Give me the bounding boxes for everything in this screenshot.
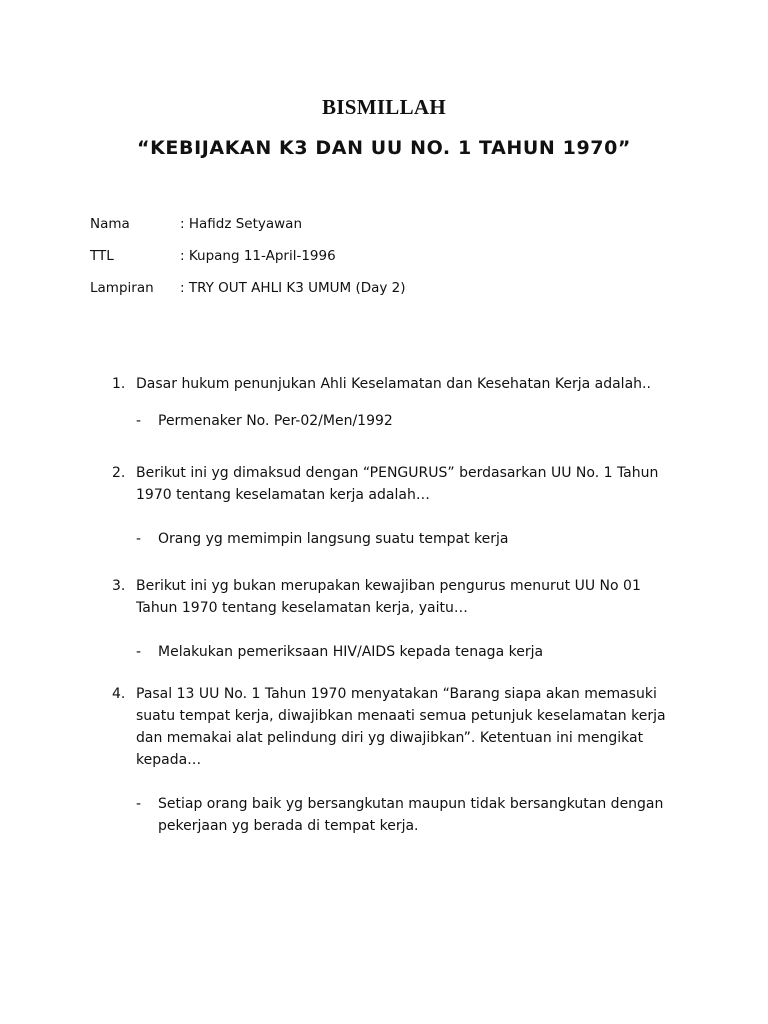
meta-label: TTL [90, 248, 114, 264]
question-item [112, 575, 672, 619]
question-text: Berikut ini yg bukan merupakan kewajiban pengurus menurut UU No 01 Tahun 1970 tentang keselamatan kerja, yaitu… [136, 578, 641, 616]
question-item [112, 462, 672, 506]
answer-text: Permenaker No. Per-02/Men/1992 [158, 413, 393, 429]
meta-block [90, 214, 406, 310]
meta-label: Nama [90, 216, 130, 232]
question-item [112, 373, 672, 395]
question-list [112, 373, 672, 837]
question-number: 4. [112, 686, 126, 702]
meta-row-lampiran [90, 278, 406, 310]
document-subtitle: “KEBIJAKAN K3 DAN UU NO. 1 TAHUN 1970” [137, 137, 631, 159]
answer-text: Orang yg memimpin langsung suatu tempat kerja [158, 531, 509, 547]
answer-text: Setiap orang baik yg bersangkutan maupun tidak bersangkutan dengan pekerjaan yg berada di tempat kerja. [158, 796, 664, 834]
question-number: 2. [112, 465, 126, 481]
meta-row-nama [90, 214, 406, 246]
meta-value: : Hafidz Setyawan [180, 216, 303, 232]
meta-value: : Kupang 11-April-1996 [180, 248, 336, 264]
document-title: BISMILLAH [321, 95, 447, 119]
question-text: Dasar hukum penunjukan Ahli Keselamatan dan Kesehatan Kerja adalah.. [136, 376, 651, 392]
answer-item [136, 793, 672, 837]
meta-label: Lampiran [90, 280, 154, 296]
answer-item [136, 528, 672, 550]
question-number: 1. [112, 376, 126, 392]
answer-text: Melakukan pemeriksaan HIV/AIDS kepada tenaga kerja [158, 644, 544, 660]
question-number: 3. [112, 578, 126, 594]
meta-value: : TRY OUT AHLI K3 UMUM (Day 2) [180, 280, 406, 296]
answer-marker: - [136, 413, 142, 429]
answer-item [136, 641, 672, 663]
answer-marker: - [136, 644, 142, 660]
question-item [112, 683, 672, 771]
question-text: Pasal 13 UU No. 1 Tahun 1970 menyatakan “Barang siapa akan memasuki suatu tempat kerja, diwajibkan menaati semua petunjuk keselamatan kerja dan memakai alat pelindung diri yg diwajibkan”. Ketentuan ini mengikat kepada… [136, 686, 666, 768]
answer-marker: - [136, 796, 142, 812]
meta-row-ttl [90, 246, 406, 278]
answer-marker: - [136, 531, 142, 547]
answer-item [136, 410, 672, 432]
question-text: Berikut ini yg dimaksud dengan “PENGURUS” berdasarkan UU No. 1 Tahun 1970 tentang keselamatan kerja adalah… [136, 465, 659, 503]
